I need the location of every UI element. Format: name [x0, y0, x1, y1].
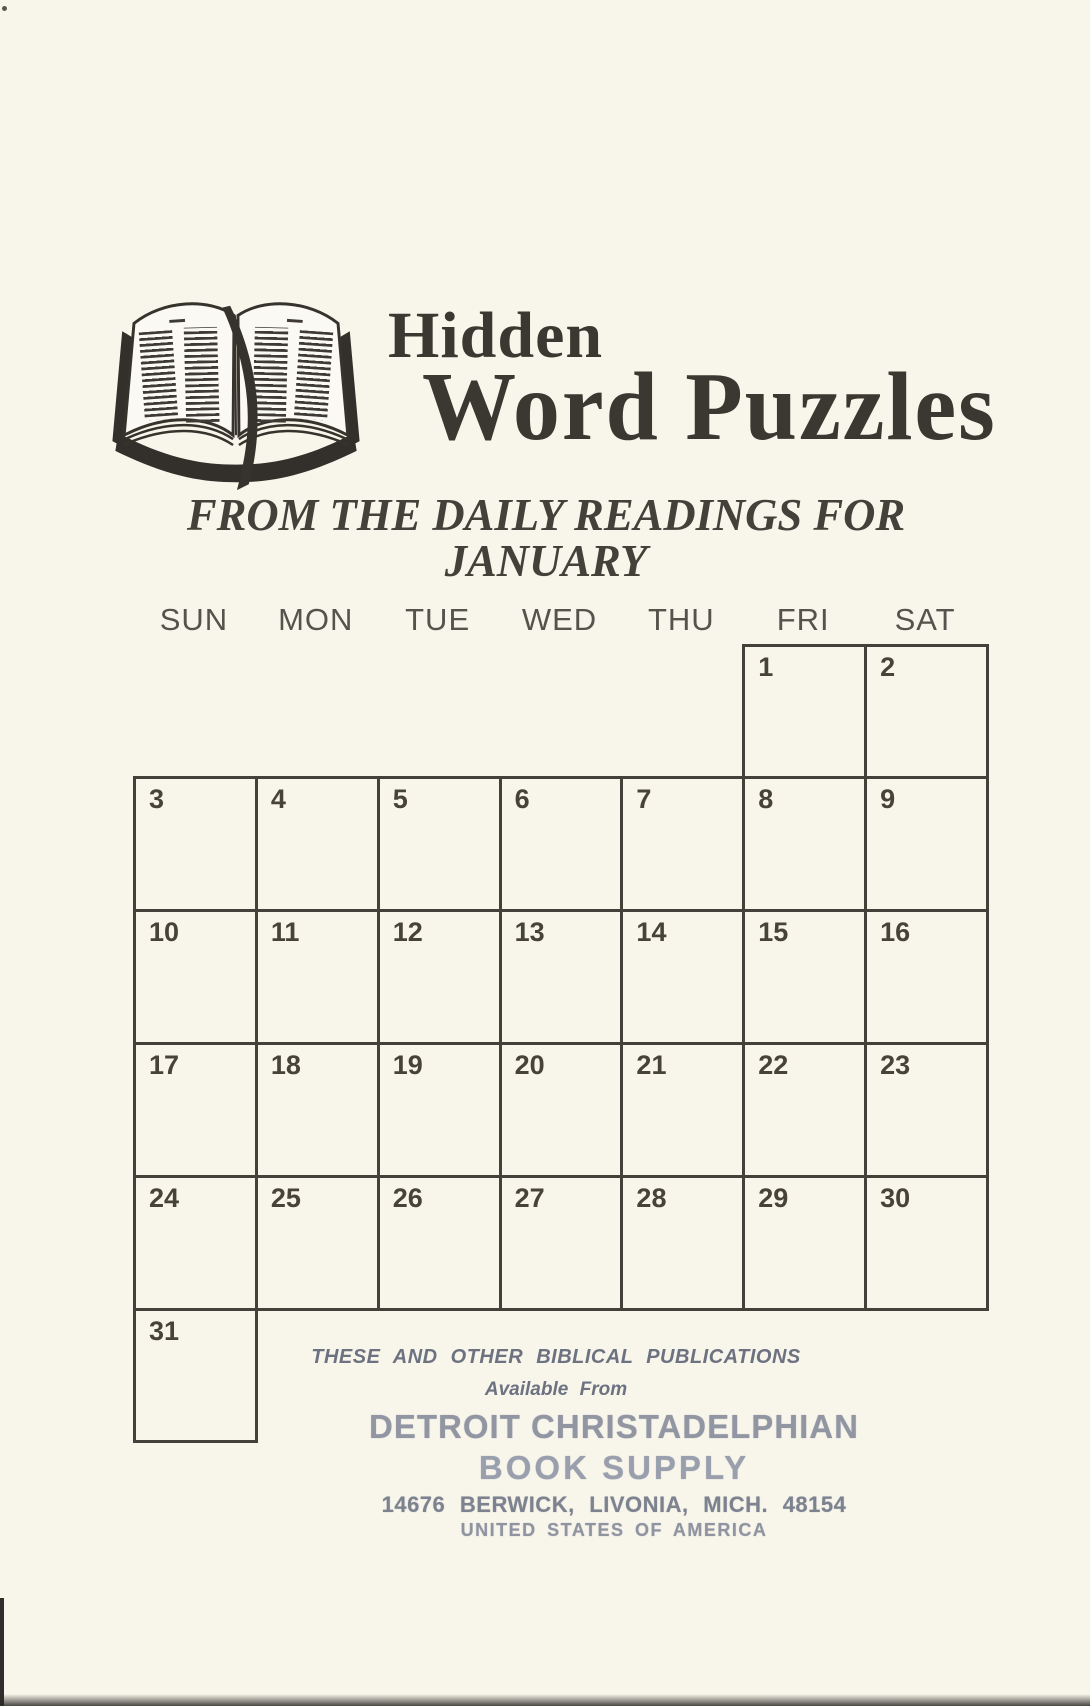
day-header-wed: WED — [521, 602, 598, 637]
date-number: 16 — [880, 917, 911, 948]
publisher-stamp-name-line1: DETROIT CHRISTADELPHIAN — [369, 1408, 859, 1445]
date-number: 11 — [270, 917, 300, 948]
day-cell-28 — [620, 1175, 745, 1311]
day-cell-2 — [864, 644, 989, 780]
date-number: 8 — [758, 784, 774, 815]
day-cell-13 — [499, 909, 624, 1045]
day-cell-30 — [864, 1175, 989, 1311]
date-number: 5 — [392, 784, 408, 815]
scan-speck — [2, 6, 7, 11]
day-cell-19 — [377, 1042, 502, 1178]
day-cell-25 — [255, 1175, 380, 1311]
date-number: 6 — [514, 784, 530, 815]
date-number: 19 — [392, 1049, 423, 1080]
day-cell-23 — [864, 1042, 989, 1178]
day-header-tue: TUE — [405, 602, 471, 637]
date-number: 3 — [149, 784, 165, 815]
day-cell-16 — [864, 909, 989, 1045]
day-cell-1 — [742, 644, 867, 780]
day-cell-18 — [255, 1042, 380, 1178]
booklet-subtitle: FROM THE DAILY READINGS FOR JANUARY — [186, 489, 906, 586]
day-cell-27 — [499, 1175, 624, 1311]
date-number: 18 — [270, 1049, 301, 1080]
date-number: 12 — [392, 917, 423, 948]
date-number: 22 — [758, 1049, 789, 1080]
publisher-stamp-country: UNITED STATES OF AMERICA — [460, 1520, 768, 1540]
day-cell-15 — [742, 909, 867, 1045]
day-cell-8 — [742, 776, 867, 912]
open-bible-with-ribbon-bookmark-icon — [108, 290, 364, 496]
day-header-thu: THU — [647, 602, 715, 637]
publisher-stamp-name-line2: BOOK SUPPLY — [478, 1449, 750, 1486]
day-cell-17 — [133, 1042, 258, 1178]
date-number: 21 — [636, 1049, 667, 1080]
date-number: 17 — [149, 1049, 180, 1080]
day-header-fri: FRI — [776, 602, 830, 637]
booklet-title-line1: Hidden — [388, 299, 604, 372]
date-number: 28 — [636, 1182, 667, 1213]
day-cell-26 — [377, 1175, 502, 1311]
date-number: 10 — [149, 917, 180, 948]
booklet-title-line2: Word Puzzles — [422, 353, 997, 460]
day-cell-31 — [133, 1308, 258, 1444]
day-cell-14 — [620, 909, 745, 1045]
date-number: 15 — [758, 917, 789, 948]
day-cell-29 — [742, 1175, 867, 1311]
date-number: 2 — [880, 651, 896, 682]
day-header-mon: MON — [278, 602, 354, 637]
date-number: 1 — [758, 651, 774, 682]
day-cell-20 — [499, 1042, 624, 1178]
date-number: 20 — [514, 1049, 545, 1080]
date-number: 14 — [636, 917, 667, 948]
day-cell-22 — [742, 1042, 867, 1178]
publications-note-line: THESE AND OTHER BIBLICAL PUBLICATIONS — [311, 1346, 801, 1368]
date-number: 13 — [514, 917, 545, 948]
date-number: 7 — [636, 784, 652, 815]
day-cell-4 — [255, 776, 380, 912]
day-cell-7 — [620, 776, 745, 912]
day-cell-11 — [255, 909, 380, 1045]
scan-left-edge-shadow — [0, 1598, 4, 1706]
date-number: 30 — [880, 1182, 911, 1213]
available-from-line: Available From — [484, 1379, 628, 1400]
date-number: 23 — [880, 1049, 911, 1080]
day-cell-5 — [377, 776, 502, 912]
date-number: 31 — [149, 1315, 180, 1346]
day-cell-10 — [133, 909, 258, 1045]
day-header-sat: SAT — [894, 602, 956, 637]
publisher-stamp-address: 14676 BERWICK, LIVONIA, MICH. 48154 — [381, 1492, 847, 1517]
day-cell-21 — [620, 1042, 745, 1178]
date-number: 29 — [758, 1182, 789, 1213]
day-header-sun: SUN — [159, 602, 229, 637]
day-cell-3 — [133, 776, 258, 912]
date-number: 24 — [149, 1182, 180, 1213]
day-cell-24 — [133, 1175, 258, 1311]
date-number: 4 — [270, 784, 286, 815]
date-number: 25 — [270, 1182, 301, 1213]
day-cell-12 — [377, 909, 502, 1045]
date-number: 27 — [514, 1182, 545, 1213]
day-cell-9 — [864, 776, 989, 912]
day-cell-6 — [499, 776, 624, 912]
scan-bottom-edge-shadow — [0, 1694, 1090, 1706]
date-number: 9 — [880, 784, 896, 815]
date-number: 26 — [392, 1182, 423, 1213]
